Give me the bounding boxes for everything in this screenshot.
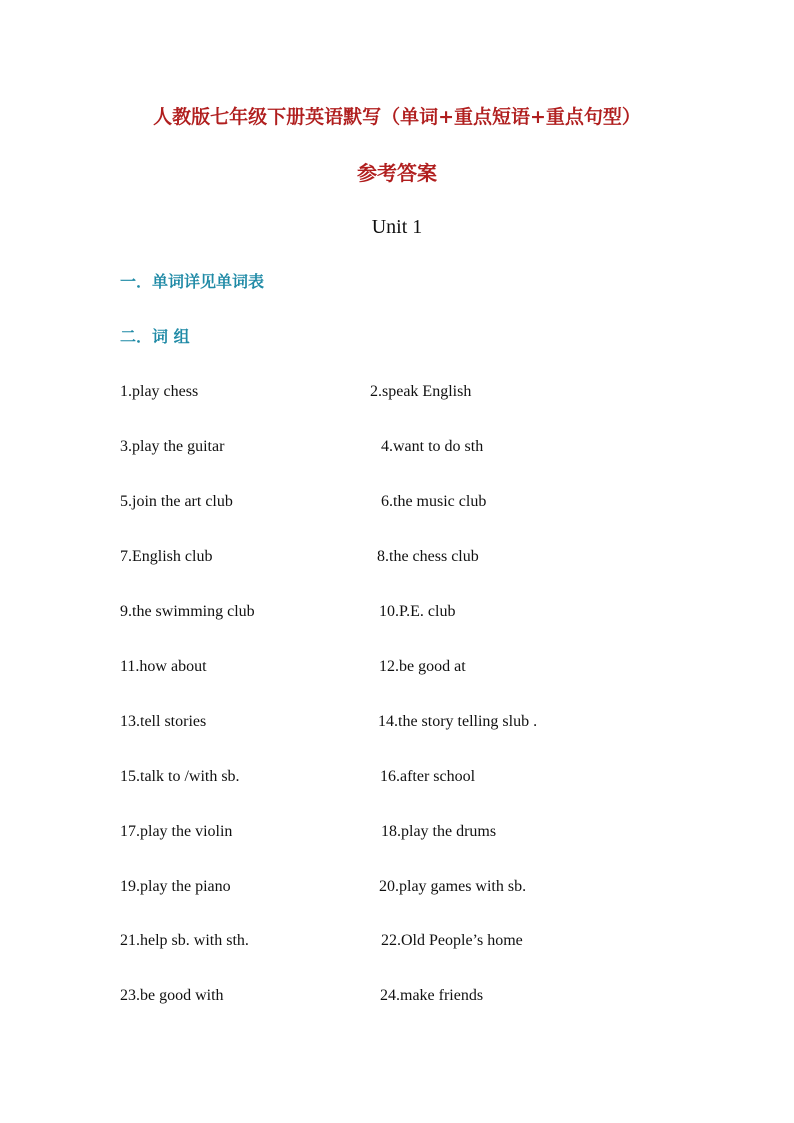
phrase-right: 8.the chess club	[377, 548, 479, 565]
phrase-row	[0, 711, 794, 733]
phrase-right: 14.the story telling slub .	[378, 713, 538, 730]
phrase-right: 18.play the drums	[381, 823, 497, 840]
phrase-left: 9.the swimming club	[120, 603, 255, 620]
phrase-left: 23.be good with	[120, 987, 224, 1004]
phrase-right: 6.the music club	[381, 493, 487, 510]
phrase-row	[0, 436, 794, 458]
phrase-row	[0, 656, 794, 678]
document-subtitle: 参考答案	[357, 161, 437, 185]
phrase-row	[0, 491, 794, 513]
phrase-left: 17.play the violin	[120, 823, 233, 840]
phrase-left: 21.help sb. with sth.	[120, 932, 249, 949]
phrase-row	[0, 821, 794, 843]
phrase-left: 11.how about	[120, 658, 207, 675]
phrase-row	[0, 381, 794, 403]
phrase-right: 22.Old People’s home	[381, 932, 523, 949]
phrase-row	[0, 985, 794, 1007]
phrase-right: 24.make friends	[380, 987, 484, 1004]
unit-heading: Unit 1	[371, 216, 423, 238]
phrase-left: 1.play chess	[120, 383, 199, 400]
section-heading-phrases: 二．词 组	[120, 327, 190, 346]
phrase-row	[0, 546, 794, 568]
phrase-row	[0, 601, 794, 623]
phrase-row	[0, 930, 794, 952]
phrase-left: 3.play the guitar	[120, 438, 225, 455]
phrase-left: 7.English club	[120, 548, 213, 565]
phrase-row	[0, 766, 794, 788]
phrase-right: 12.be good at	[379, 658, 466, 675]
phrase-left: 15.talk to /with sb.	[120, 768, 240, 785]
phrase-left: 13.tell stories	[120, 713, 207, 730]
phrase-right: 20.play games with sb.	[379, 878, 527, 895]
phrase-right: 4.want to do sth	[381, 438, 484, 455]
phrase-right: 16.after school	[380, 768, 476, 785]
phrase-left: 5.join the art club	[120, 493, 233, 510]
phrase-right: 10.P.E. club	[379, 603, 456, 620]
phrase-left: 19.play the piano	[120, 878, 231, 895]
document-title: 人教版七年级下册英语默写（单词+重点短语+重点句型）	[153, 106, 641, 128]
section-heading-words: 一．单词详见单词表	[120, 272, 265, 291]
phrase-row	[0, 876, 794, 898]
phrase-right: 2.speak English	[370, 383, 472, 400]
